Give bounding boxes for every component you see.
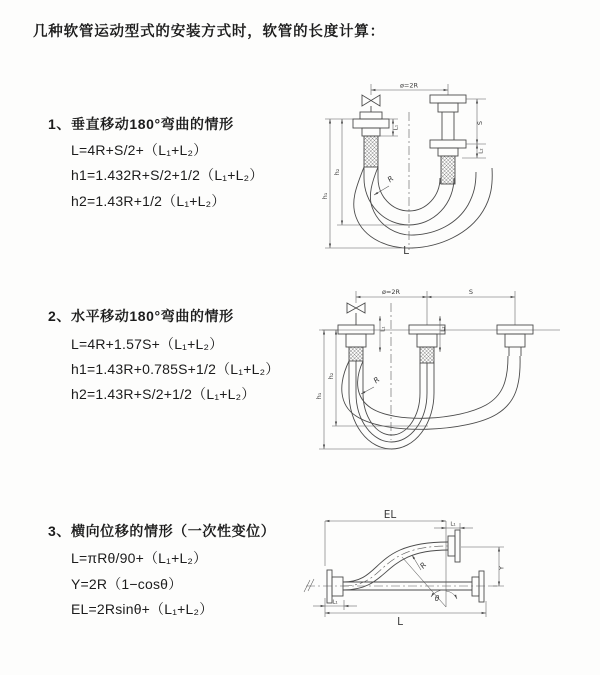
d3-hose-straight [343,582,472,590]
d2-right-fitting [497,325,533,356]
d2-radius-leader [361,375,381,394]
section-2-formula-l: L=4R+1.57S+（L₁+L₂） [71,336,224,352]
d3-y-dimension [461,547,506,586]
d1-span-dimension [371,82,448,96]
d3-left-flange [327,570,343,603]
section-2-heading: 2、水平移动180°弯曲的情形 [48,308,234,324]
d2-hose-deep-u [349,361,434,449]
d1-l2-label: L₂ [478,148,485,154]
d2-h1-label: h₁ [315,392,323,400]
diagram-2-horizontal-bend [315,288,560,449]
diagram-1-vertical-bend [321,82,492,258]
d3-l1-bottom-label: L₁ [332,599,338,606]
section-3-formula-l: L=πRθ/90+（L₁+L₂） [71,550,208,566]
d2-l1-label: L₁ [380,326,387,332]
d1-h1-label: h₁ [321,192,329,200]
section-1-heading: 1、垂直移动180°弯曲的情形 [48,116,234,132]
d2-s-label: S [468,288,474,296]
d1-s-dimension [462,99,486,158]
d3-radius-leader [412,555,428,570]
d2-r-label: R [371,374,382,386]
braided-hose-section [364,136,378,167]
d1-h2-label: h₂ [333,168,341,176]
d2-span-label: ø=2R [381,288,401,296]
section-2-formula-h1: h1=1.43R+0.785S+1/2（L₁+L₂） [71,361,280,377]
d3-l1-bottom-dimension [313,600,357,611]
d3-l-dimension [325,598,486,628]
d3-y-label: Y [497,566,506,570]
section-1-formula-h1: h1=1.432R+S/2+1/2（L₁+L₂） [71,167,264,183]
d1-length-label: L [403,245,409,257]
braided-hose-section [441,156,455,184]
section-3-heading: 3、横向位移的情形（一次性变位） [48,523,276,539]
d3-l1-top-dimension [434,522,473,534]
d3-theta-label: θ [434,594,440,603]
d3-angle-construction [402,557,457,607]
d1-right-fitting [430,95,466,184]
d2-hose-wide-u [342,356,520,429]
d3-r-label: R [418,560,429,571]
page-title: 几种软管运动型式的安装方式时，软管的长度计算： [33,24,385,40]
d2-middle-fitting [409,325,445,363]
d2-left-fitting [338,325,374,361]
braided-hose-section [349,347,363,361]
valve-icon [362,95,380,112]
section-3-formula-y: Y=2R（1−cosθ） [71,576,183,592]
section-1-formula-h2: h2=1.43R+1/2（L₁+L₂） [71,193,226,209]
d1-span-label: ø=2R [399,81,419,90]
d3-l-label: L [397,616,403,628]
d3-el-label: EL [383,509,397,521]
d3-hose-curved [343,542,448,590]
d1-r-label: R [385,173,396,185]
d3-right-flange [472,571,484,602]
centerline [304,579,497,592]
d3-upper-flange [448,530,460,562]
section-3-formula-el: EL=2Rsinθ+（L₁+L₂） [71,601,214,617]
d2-h2-label: h₂ [327,372,335,380]
d1-radius-leader [374,174,395,195]
diagram-3-lateral-displacement [304,509,506,628]
d1-s-label: S [476,120,484,126]
d1-l1-dimension [380,119,400,136]
d3-l1-top-label: L₁ [450,521,456,528]
d2-h-dimensions [315,330,428,449]
braided-hose-section [420,347,434,363]
d2-l2-label: L₂ [440,326,447,332]
d2-fitting-dimensions [380,316,447,352]
d1-h-dimensions [321,119,412,248]
section-1-formula-l: L=4R+S/2+（L₁+L₂） [71,142,208,158]
section-2-formula-h2: h2=1.43R+S/2+1/2（L₁+L₂） [71,386,256,402]
d2-top-dimensions [356,288,515,325]
d3-el-dimension [325,509,446,607]
valve-icon [347,303,365,325]
d1-l1-label: L₁ [393,124,400,131]
d1-left-fitting [353,112,389,167]
d1-hose-curves [354,167,493,248]
